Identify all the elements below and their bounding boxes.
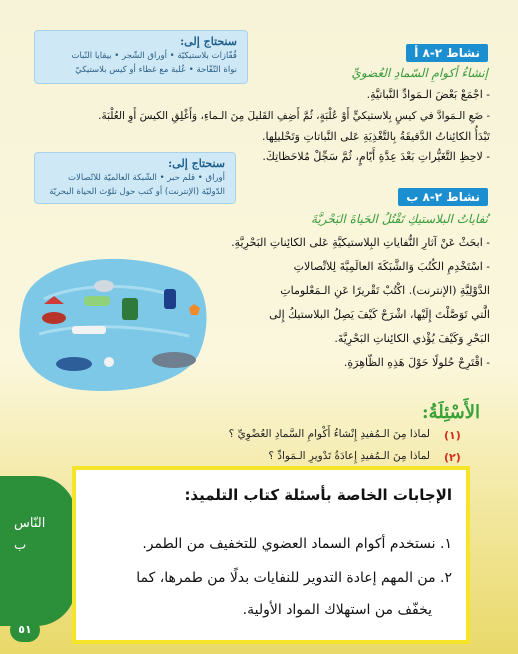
- side-fragment: ب: [14, 538, 27, 553]
- answer-line: ٢. من المهم إعادة التدوير للنفايات بدلًا من طمرها، كما: [136, 570, 452, 586]
- activity-line: تَبْدَأُ الكائِناتُ الدَّقيقَةُ بِالتَّغْذِيَةِ عَلى النَّباتاتِ وَتَحْليلِها.: [262, 130, 490, 143]
- side-decoration: [0, 476, 76, 626]
- question-number: (١): [444, 429, 461, 442]
- materials-line: قُفّازات بلاستيكيّة • أوراق الشّجر • بيقايا النّبات: [71, 51, 237, 61]
- activity-line: الدَّوْلِيَّةِ (الإنترنت). اكْتُبْ تَقْريرًا عَنِ الـمَعْلوماتِ: [280, 284, 490, 297]
- materials-box-a: [34, 30, 248, 84]
- activity-line: - ضَعِ الـمَوادَّ في كيسٍ بِلاستيكيٍّ أَوْ عُلْبَةٍ، ثُمَّ أَضِفِ القَليلَ مِنَ الـماءِ، وَأَغْلِقِ الكيسَ أَوِ العُلْبَةَ.: [98, 110, 490, 122]
- answers-box: [72, 466, 470, 644]
- materials-title: سنحتاج إلى:: [180, 35, 237, 48]
- questions-heading: الأَسْئِلَةُ:: [421, 402, 480, 423]
- answer-line: ١. نستخدم أكوام السماد العضوي للتخفيف من الطمر.: [142, 536, 452, 552]
- question-text: لماذا مِنَ الـمُفيدِ إِعادَةُ تَدْويرِ الـمَوادِّ ؟: [268, 450, 430, 462]
- materials-box-b: [34, 152, 236, 204]
- activity-title-b: نُفاياتُ البلاستيكِ تَقْتُلُ الحَياةَ البَحْريَّةَ: [311, 212, 488, 226]
- activity-line: - اقْتَرِحْ حُلولًا حَوْلَ هَذِهِ الظّاهِرَةِ.: [343, 356, 490, 369]
- activity-line: الَّتي تَوَصَّلْتَ إِلَيْها، اشْرَحْ كَيْفَ يَصِلُ البلاستيكُ إِلى: [269, 308, 490, 321]
- activity-line: - اسْتَخْدِمِ الكُتُبَ وَالشَّبَكَةَ العالَمِيَّةَ لِلاتِّصالاتِ: [293, 260, 490, 273]
- question-number: (٢): [444, 451, 461, 464]
- question-text: لماذا مِنَ الـمُفيدِ إِنْشاءُ أَكْوامِ السَّمادِ العُضْوِيِّ ؟: [228, 428, 430, 440]
- activity-line: - ابحَثْ عَنْ آثارِ النُّفاياتِ البِلاستيكيَّةِ عَلى الكائِناتِ البَحْرِيَّةِ.: [231, 236, 490, 249]
- activity-title-a: إنشاءُ أكوامِ السّمادِ العُضويِّ: [351, 66, 488, 80]
- page-number: ٥١: [10, 618, 40, 642]
- answer-line: يخفّف من استهلاك المواد الأولية.: [242, 602, 432, 618]
- activity-line: - اجْمَعْ بَعْضَ الـمَوادِّ النَّباتيَّةِ.: [366, 88, 490, 101]
- side-fragment: النّاس: [14, 516, 46, 531]
- activity-tag-a: نشاط ٢-٨ أ: [406, 44, 488, 62]
- materials-title: سنحتاج إلى:: [168, 157, 225, 170]
- ocean-pollution-illustration: [14, 244, 214, 400]
- activity-line: البَحْرِ وَكَيْفَ يُؤْذي الكائِناتِ البَحْرِيَّةَ.: [334, 332, 490, 345]
- materials-line: نواة التّفّاحة • عُلبة مع غطاء أو كيس بلاستيكيّ: [75, 65, 237, 75]
- activity-line: - لاحِظِ التَّغَيُّراتِ بَعْدَ عِدَّةِ أَيّامٍ، ثُمَّ سَجِّلْ مُلاحَظاتِكَ.: [262, 150, 490, 163]
- activity-tag-b: نشاط ٢-٨ ب: [398, 188, 488, 206]
- answers-title: الإجابات الخاصة بأسئلة كتاب التلميذ:: [184, 486, 452, 504]
- materials-line: أوراق • قلم حبر • الشّبكة العالميّة للاتّصالات: [68, 173, 225, 183]
- materials-line: الدّوليّة (الإنترنت) أو كتب حول تلوّث الحياة البحريّة: [49, 187, 225, 197]
